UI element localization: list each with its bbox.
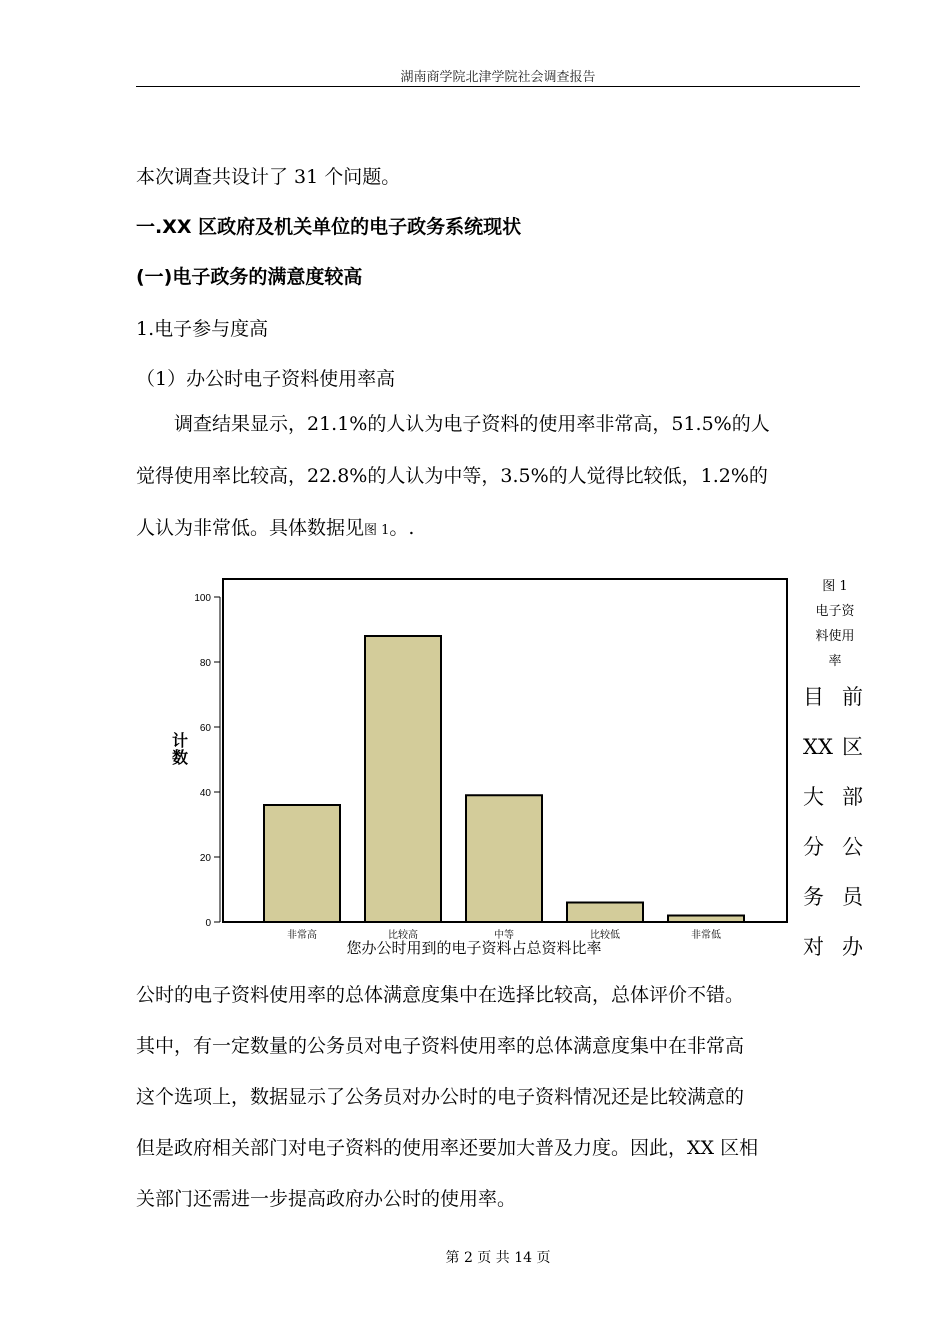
wrapped-side-text <box>803 672 863 972</box>
figure-caption <box>805 574 865 674</box>
x-axis-label: 您办公时用到的电子资料占总资料比率 <box>346 939 602 957</box>
side-text-char: 对 <box>803 935 824 959</box>
paragraph-line: 但是政府相关部门对电子资料的使用率还要加大普及力度。因此，XX 区相 <box>136 1137 759 1159</box>
side-text-row <box>803 722 863 772</box>
bar-chart <box>150 572 800 972</box>
side-text-row <box>803 672 863 722</box>
side-text-char: 务 <box>803 885 824 909</box>
figure-caption-line: 料使用 <box>815 629 855 644</box>
intro-line: 本次调查共设计了 31 个问题。 <box>136 166 401 188</box>
bar <box>365 636 441 922</box>
y-tick-label: 0 <box>205 918 211 929</box>
paragraph-text: 。. <box>389 517 415 539</box>
x-tick-label: 非常低 <box>691 930 721 941</box>
header-divider <box>136 86 860 87</box>
paragraph-line <box>136 502 860 557</box>
side-text-char: 公 <box>842 835 863 859</box>
paragraph-line: 其中，有一定数量的公务员对电子资料使用率的总体满意度集中在非常高 <box>136 1035 745 1057</box>
figure-caption-line: 电子资 <box>815 604 855 619</box>
side-text-char: 部 <box>842 785 863 809</box>
bar <box>668 916 744 923</box>
paragraph-text: 人认为非常低。具体数据见 <box>136 517 365 539</box>
bar-chart-svg <box>150 572 800 972</box>
y-tick-label: 20 <box>199 853 211 864</box>
figure-reference: 图 1 <box>364 523 390 538</box>
paragraph-line: 这个选项上，数据显示了公务员对办公时的电子资料情况还是比较满意的 <box>136 1086 745 1108</box>
x-tick-label: 比较低 <box>590 930 620 941</box>
side-text-char: XX <box>803 735 833 759</box>
side-text-char: 分 <box>803 835 824 859</box>
figure-caption-line: 率 <box>828 654 842 669</box>
y-tick-label: 40 <box>199 788 211 799</box>
bar <box>567 903 643 923</box>
x-tick-label: 非常高 <box>287 930 317 941</box>
page-header: 湖南商学院北津学院社会调查报告 <box>400 70 596 85</box>
figure-caption-line: 图 1 <box>822 579 848 594</box>
paragraph-line: 关部门还需进一步提高政府办公时的使用率。 <box>136 1188 517 1210</box>
y-tick-label: 100 <box>194 593 211 604</box>
item-heading: 1.电子参与度高 <box>136 318 269 340</box>
subsection-heading: (一)电子政务的满意度较高 <box>136 266 363 288</box>
side-text-row <box>803 922 863 972</box>
paragraph-conclusion <box>136 970 860 1225</box>
paragraph-line: 调查结果显示，21.1%的人认为电子资料的使用率非常高，51.5%的人 <box>136 413 770 435</box>
x-tick-label: 中等 <box>494 930 514 941</box>
paragraph-line: 觉得使用率比较高，22.8%的人认为中等，3.5%的人觉得比较低，1.2%的 <box>136 465 768 487</box>
side-text-char: 前 <box>842 685 863 709</box>
subitem-heading: （1）办公时电子资料使用率高 <box>136 368 396 390</box>
y-axis-label: 计数 <box>171 731 189 767</box>
paragraph-results <box>136 398 860 557</box>
side-text-char: 员 <box>842 885 863 909</box>
side-text-char: 大 <box>803 785 824 809</box>
side-text-row <box>803 872 863 922</box>
bar <box>264 805 340 922</box>
side-text-row <box>803 822 863 872</box>
side-text-row <box>803 772 863 822</box>
section-heading: 一.XX 区政府及机关单位的电子政务系统现状 <box>136 216 522 238</box>
y-tick-label: 80 <box>199 658 211 669</box>
y-tick-label: 60 <box>199 723 211 734</box>
bar <box>466 795 542 922</box>
side-text-char: 区 <box>842 735 863 759</box>
page-footer: 第 2 页 共 14 页 <box>445 1250 551 1266</box>
paragraph-line: 公时的电子资料使用率的总体满意度集中在选择比较高，总体评价不错。 <box>136 984 745 1006</box>
side-text-char: 办 <box>842 935 863 959</box>
side-text-char: 目 <box>803 685 824 709</box>
x-tick-label: 比较高 <box>388 930 418 941</box>
